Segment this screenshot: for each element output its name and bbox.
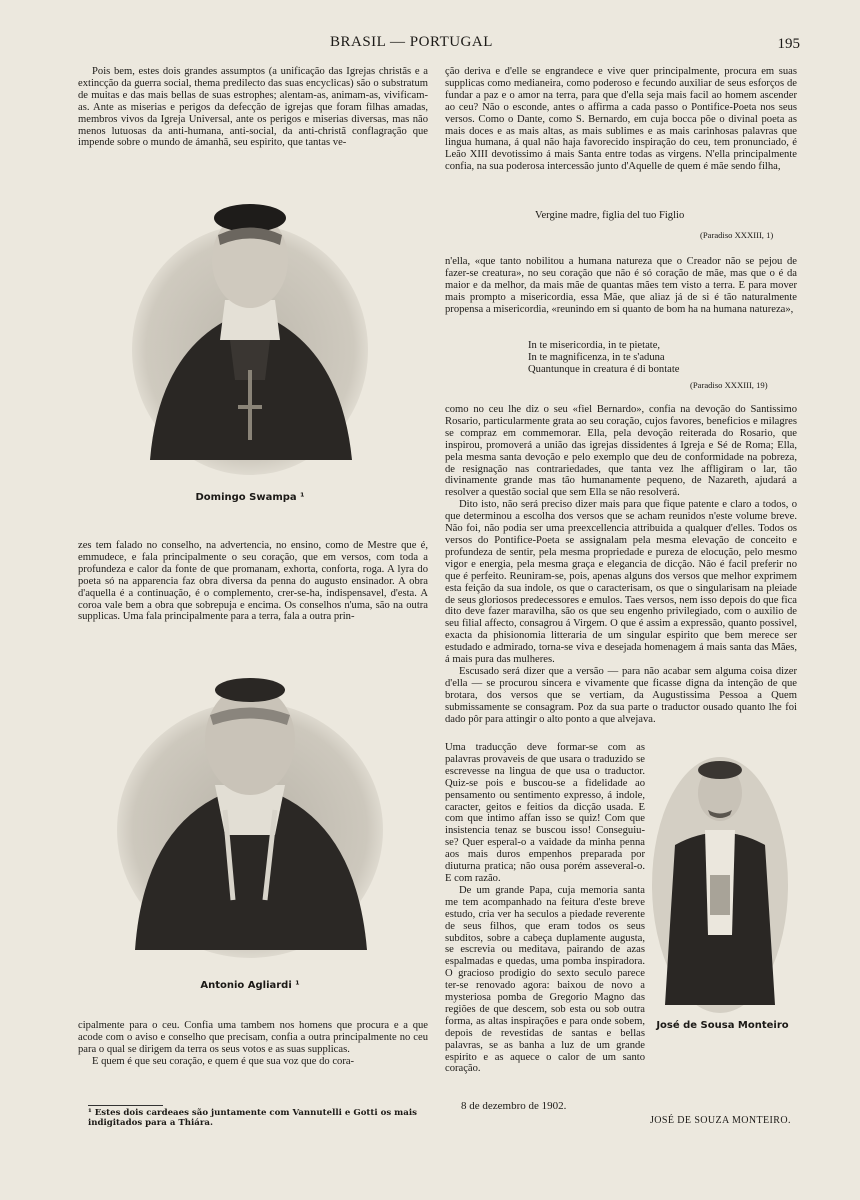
- footnote-rule: [88, 1105, 163, 1106]
- paragraph: cipalmente para o ceu. Confia uma tambem nos homens que procura e a que acode com o aviso e conselho que precisam, confia a outra principalmente no ceu para o qual se dirigem da terra os seus votos e as suas supplicas.: [78, 1020, 428, 1055]
- verse-quote-2: [528, 340, 680, 376]
- caption-domingo-swampa: Domingo Swampa ¹: [195, 492, 305, 503]
- col2-mid-text: [445, 404, 797, 725]
- page-header-title: BRASIL — PORTUGAL: [330, 34, 493, 50]
- portrait-antonio-agliardi: [115, 660, 385, 960]
- col1-top-text: [78, 66, 428, 149]
- signature: JOSÉ DE SOUZA MONTEIRO.: [650, 1115, 791, 1126]
- portrait-jose-de-sousa-monteiro: [650, 755, 790, 1015]
- paragraph: n'ella, «que tanto nobilitou a humana natureza que o Creador não se pejou de fazer-se creatura», no seu coração que não é só coração de mãe, mas que o é da maior e da melhor, da mais mãe de quantas mães tem visto a terra. E para mover mais prompto a misericordia, essa Mãe, que aliaz já de si é tão naturalmente propensa a misericordia, «reunindo em si quanto de bom ha na humana natureza»,: [445, 256, 797, 315]
- col2-top-text: [445, 66, 797, 173]
- col1-bottom-text: [78, 1020, 428, 1068]
- paragraph: ção deriva e d'elle se engrandece e vive quer principalmente, procura em suas supplicas como medianeira, como poderoso e fecundo auxiliar de seus esforços de fundar a paz e o amor na terra, para que d'ella seja mais facil ao homem ascender ao ceu? Não o esconde, antes o affirma a cada passo o Pontifice-Poeta nos seus versos. Como o Dante, como S. Bernardo, em cuja bocca põe o divinal poeta as mais doces e as mais altas, as mais sublimes e as mais carinhosas palavras que lingua humana, á qual não haja favorecido inspiração do ceu, tem pronunciado, é Leão XIII devotissimo á mais Santa entre todas as virgens. N'ella principalmente confia, na sua poderosa intercessão junto d'Aquelle de quem é mãe sendo filha,: [445, 66, 797, 173]
- date-line: 8 de dezembro de 1902.: [461, 1100, 567, 1112]
- paragraph: De um grande Papa, cuja memoria santa me tem acompanhado na feitura d'este breve estudo, cria ver ha seculos a piedade reverente de seus filhos, que eram todos os seus subditos, sobre a cabeça duplamente augusta, se escrevia ou meditava, pairando de azas espalmadas e quedas, uma pomba inspiradora. O gracioso prodigio do sexto seculo parece ter-se renovado agora: baixou de novo a mysteriosa pomba de Gregorio Magno das regiões de que descem, sob esta ou sob outra forma, as altas inspirações e para onde sobem, depois de revestidas de santas e bellas palavras, se as banha a luz de um grande espirito e as aquece o calor de um santo coração.: [445, 884, 645, 1075]
- col2-narrow-text: [445, 742, 645, 1075]
- page-header: [0, 34, 860, 54]
- paragraph: Escusado será dizer que a versão — para não acabar sem alguma coisa dizer d'ella — se procurou sincera e vivamente que ficasse digna da intenção de que brotara, dos versos que se vertiam, da Augustissima Pessoa a Quem submissamente se consagram. Poz da sua parte o traductor ousado quanto lhe foi dado pôr para attingir o alto ponto a que alvejava.: [445, 665, 797, 725]
- col1-mid-text: [78, 540, 428, 623]
- verse-citation-1: (Paradiso XXXIII, 1): [700, 230, 774, 240]
- caption-antonio-agliardi: Antonio Agliardi ¹: [200, 980, 300, 991]
- page-number: 195: [777, 36, 800, 52]
- portrait-domingo-swampa: [130, 190, 370, 480]
- footnote: ¹ Estes dois cardeaes são juntamente com Vannutelli e Gotti os mais indigitados para a Thiára.: [88, 1108, 417, 1128]
- paragraph: Uma traducção deve formar-se com as palavras provaveis de que usara o traduzido se escrevesse na lingua de que usa o traductor. Quiz-se pois e buscou-se a fidelidade ao pensamento ou sentimento expresso, á indole, caracter, geitos e feitios da dicção usada. E com que intimo affan isso se quiz! Com que insistencia tenaz se buscou isso! Conseguiu-se? Quer esperal-o a vaidade da minha penna aos mais duros empenhos preparada por diuturna pratica; não ousa porém asseveral-o. E com razão.: [445, 742, 645, 884]
- paragraph: zes tem falado no conselho, na advertencia, no ensino, como de Mestre que é, emmudece, e fala principalmente o seu coração, que em versos, com toda a profundeza e calor da fonte de que promanam, exhorta, conforta, roga. A lyra do poeta só na apparencia faz obra diversa da penna do augusto ensinador. A obra d'aquella é a continuação, é o complemento, crer-se-ha, indispensavel, d'esta. A coroa vale bem a obra que sobrepuja e encima. Os conselhos n'uma, são na outra supplicas. Uma fala principalmente para a terra, fala a outra prin-: [78, 540, 428, 623]
- verse-line: Quantunque in creatura é di bontate: [528, 363, 680, 375]
- verse-quote-1: Vergine madre, figlia del tuo Figlio: [535, 210, 685, 221]
- paragraph: como no ceu lhe diz o seu «fiel Bernardo», confia na devoção do Santissimo Rosario, particularmente grata ao seu coração, cujos favores, beneficios e milagres se compraz em commemorar. Ella, pela devoção reiterada do Rosario, que inspirou, promoverá a união das igrejas dissidentes á Igreja e Sé de Roma; Ella, pela mesma santa devoção e pelo exemplo que deu de conformidade na pobreza, de resignação nas contrariedades, que tanta vez lhe affligiram o lar, tão divinamente grande mas tão humanamente pequeno, de Nazareth, ajudará a resolver a questão social que sem Ella se não resolverá.: [445, 404, 797, 499]
- paragraph: Dito isto, não será preciso dizer mais para que fique patente e claro a todos, o que determinou a escolha dos versos que se acham reunidos n'este volume breve. Não foi, não podia ser uma preexcellencia attribuida a qualquer d'elles. Todos os versos do Pontifice-Poeta se assignalam pela mesma elevação de conceito e profundeza de sentir, pela mesma propriedade e pureza de elocução, pelo mesmo vigor e energia, pela mesma graça e elegancia de dicção. Não é facil preferir no que é perfeito. Reuniram-se, pois, apenas alguns dos versos que melhor exprimem esta feição da sua indole, os que o caracterisam, os que o singularisam na pleiade de seus gloriosos predecessores e emulos. Taes versos, nem isso depois do que fica dito deve fazer maravilha, são os que seu engenho privilegiado, com o auxilio de seu filial affecto, consagrou á Virgem. O que é assim a expressão, quanto possivel, exacta da phisionomia litteraria de um singular espirito que bem merece ser estudado e admirado, torna-se viva e desejada homenagem á mais santa das Mães, á mais pura das mulheres.: [445, 499, 797, 666]
- verse-citation-2: (Paradiso XXXIII, 19): [690, 380, 768, 390]
- col2-mid1-text: [445, 256, 797, 316]
- paragraph: E quem é que seu coração, e quem é que sua voz que do cora-: [92, 1055, 355, 1067]
- paragraph: Pois bem, estes dois grandes assumptos (a unificação das Igrejas christãs e a extincção da guerra social, thema predilecto das suas encyclicas) são o substratum de muitas e das mais bellas de suas estrophes; alentam-as, animam-as, vivificam-as. Ante as miserias e perigos da defecção de igrejas que foram filhas amadas, membros vivos da Igreja Universal, ante os perigos e miserias diversas, mas não menos lutuosas da anti-humana, anti-social, da anti-christã conflagração que impende sobre o mundo de ámanhã, seu espirito, que tantas ve-: [78, 66, 428, 149]
- verse-line: In te magnificenza, in te s'aduna: [528, 351, 665, 363]
- verse-line: In te misericordia, in te pietate,: [528, 340, 661, 351]
- caption-jose-de-sousa-monteiro: José de Sousa Monteiro: [656, 1020, 789, 1031]
